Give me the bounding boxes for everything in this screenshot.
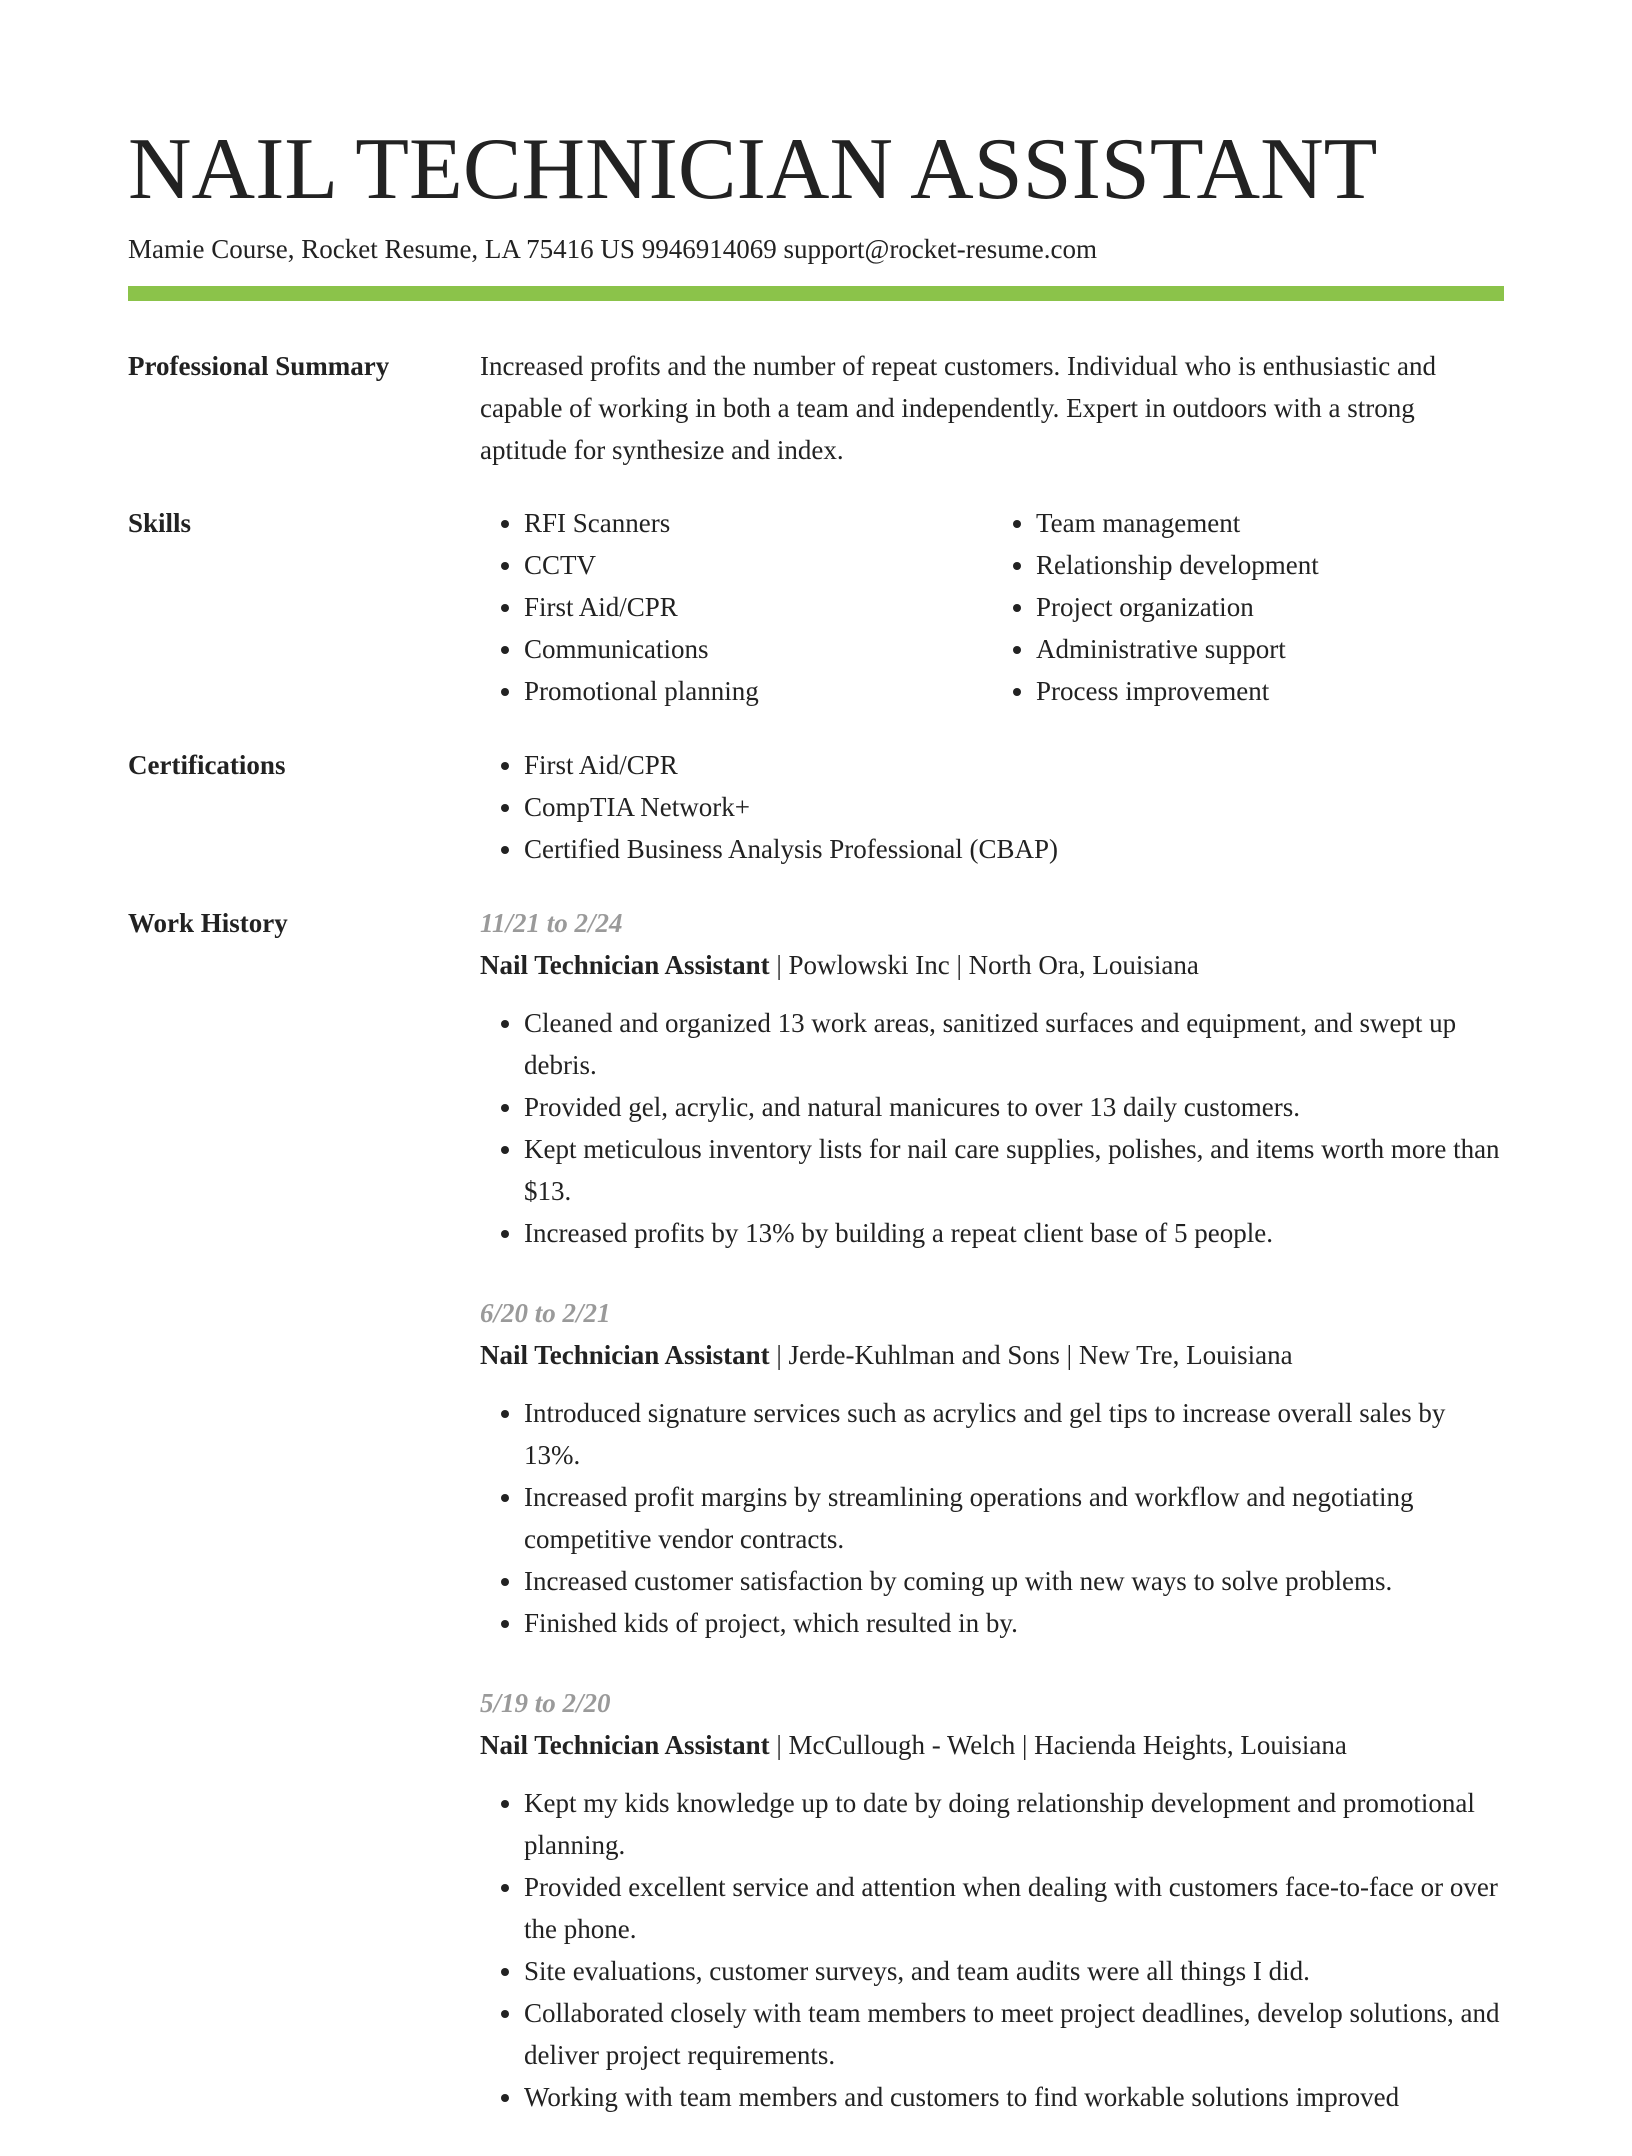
- section-label-summary: Professional Summary: [128, 351, 390, 381]
- section-label-work-history: Work History: [128, 908, 288, 938]
- job-dates: 6/20 to 2/21: [480, 1298, 611, 1328]
- skill-item: • Administrative support: [1036, 628, 1504, 670]
- job-bullet: • Working with team members and customers to find workable solutions improved: [524, 2076, 1504, 2118]
- job-title: Nail Technician Assistant: [480, 1340, 770, 1370]
- skill-item: • Team management: [1036, 502, 1504, 544]
- section-label-certifications: Certifications: [128, 750, 286, 780]
- job-bullet: • Finished kids of project, which resulted in by.: [524, 1602, 1504, 1644]
- job-bullet: • Increased profits by 13% by building a repeat client base of 5 people.: [524, 1212, 1504, 1254]
- job-title: Nail Technician Assistant: [480, 950, 770, 980]
- skill-item: • Relationship development: [1036, 544, 1504, 586]
- job-heading: [480, 1724, 1504, 1766]
- job-bullets: [480, 1002, 1504, 1254]
- work-history-body: [480, 902, 1504, 2156]
- skills-list-right: [992, 502, 1504, 712]
- job-bullet: • Provided gel, acrylic, and natural manicures to over 13 daily customers.: [524, 1086, 1504, 1128]
- job-entry: [480, 1682, 1504, 2118]
- skills-list-left: [480, 502, 992, 712]
- job-entry: [480, 902, 1504, 1254]
- job-bullets: [480, 1392, 1504, 1644]
- skill-item: • Promotional planning: [524, 670, 992, 712]
- certification-item: • Certified Business Analysis Professional (CBAP): [524, 828, 1504, 870]
- job-bullet: • Kept my kids knowledge up to date by doing relationship development and promotional planning.: [524, 1782, 1504, 1866]
- job-employer-location: | Jerde-Kuhlman and Sons | New Tre, Louisiana: [769, 1340, 1293, 1370]
- job-bullet: • Cleaned and organized 13 work areas, sanitized surfaces and equipment, and swept up debris.: [524, 1002, 1504, 1086]
- contact-line: Mamie Course, Rocket Resume, LA 75416 US 9946914069 support@rocket-resume.com: [128, 234, 1097, 264]
- job-heading: [480, 1334, 1504, 1376]
- summary-body: [480, 345, 1504, 471]
- skills-body: [480, 502, 1504, 712]
- job-bullet: • Site evaluations, customer surveys, and team audits were all things I did.: [524, 1950, 1504, 1992]
- job-bullet: • Collaborated closely with team members to meet project deadlines, develop solutions, and deliver project requirements.: [524, 1992, 1504, 2076]
- accent-divider: [128, 286, 1504, 301]
- job-bullet: • Kept meticulous inventory lists for nail care supplies, polishes, and items worth more than $13.: [524, 1128, 1504, 1212]
- job-bullet: • Provided excellent service and attention when dealing with customers face-to-face or over the phone.: [524, 1866, 1504, 1950]
- job-bullet: • Increased profit margins by streamlining operations and workflow and negotiating competitive vendor contracts.: [524, 1476, 1504, 1560]
- skill-item: • Process improvement: [1036, 670, 1504, 712]
- job-bullets: [480, 1782, 1504, 2118]
- skill-item: • Communications: [524, 628, 992, 670]
- skill-item: • First Aid/CPR: [524, 586, 992, 628]
- job-title: Nail Technician Assistant: [480, 1730, 770, 1760]
- summary-text: Increased profits and the number of repeat customers. Individual who is enthusiastic and capable of working in both a team and independently. Expert in outdoors with a strong aptitude for synthesize and index.: [480, 351, 1436, 465]
- certifications-list: [480, 744, 1504, 870]
- certification-item: • CompTIA Network+: [524, 786, 1504, 828]
- job-dates: 5/19 to 2/20: [480, 1688, 611, 1718]
- resume-title: NAIL TECHNICIAN ASSISTANT: [128, 121, 1378, 218]
- job-bullet: • Introduced signature services such as acrylics and gel tips to increase overall sales by 13%.: [524, 1392, 1504, 1476]
- job-dates: 11/21 to 2/24: [480, 908, 623, 938]
- skill-item: • RFI Scanners: [524, 502, 992, 544]
- job-employer-location: | McCullough - Welch | Hacienda Heights, Louisiana: [769, 1730, 1347, 1760]
- job-heading: [480, 944, 1504, 986]
- job-entry: [480, 1292, 1504, 1644]
- certification-item: • First Aid/CPR: [524, 744, 1504, 786]
- job-employer-location: | Powlowski Inc | North Ora, Louisiana: [769, 950, 1199, 980]
- skill-item: • CCTV: [524, 544, 992, 586]
- certifications-body: [480, 744, 1504, 870]
- skill-item: • Project organization: [1036, 586, 1504, 628]
- section-label-skills: Skills: [128, 508, 192, 538]
- job-bullet: • Increased customer satisfaction by coming up with new ways to solve problems.: [524, 1560, 1504, 1602]
